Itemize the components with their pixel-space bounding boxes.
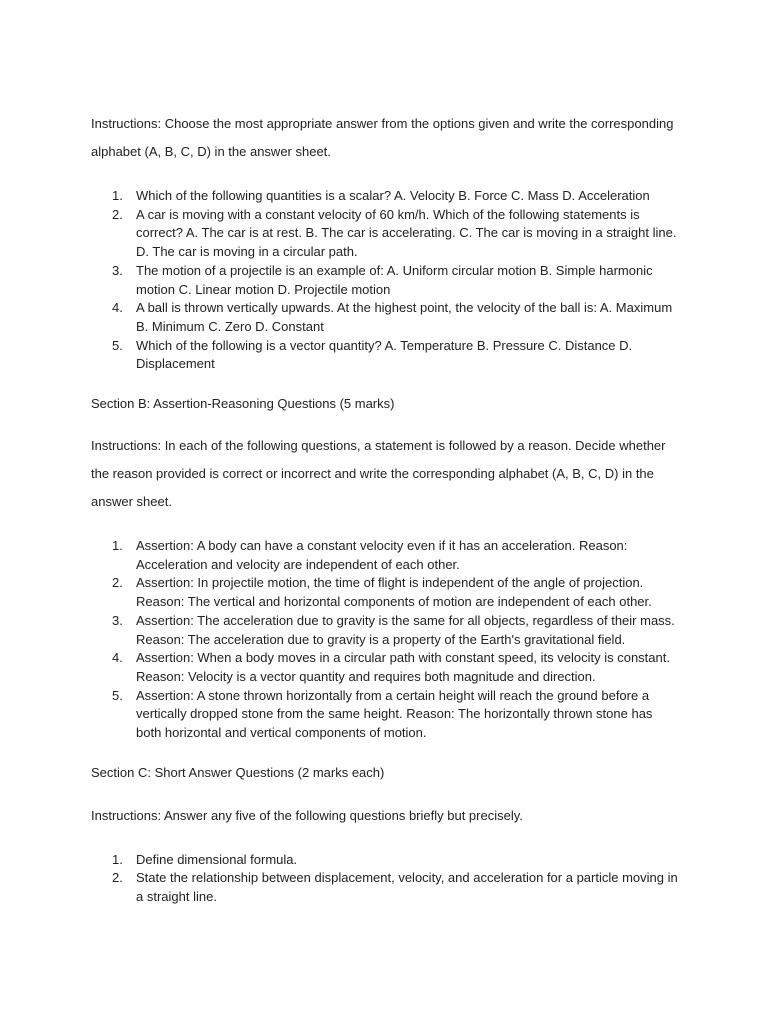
section-b-heading: Section B: Assertion-Reasoning Questions (5 marks) [91, 396, 395, 412]
list-item [112, 612, 681, 649]
list-item [112, 649, 681, 686]
question-text: A ball is thrown vertically upwards. At the highest point, the velocity of the ball is: A. Maximum B. Minimum C. Zero D. Constant [136, 300, 673, 334]
question-number: 2. [112, 206, 123, 222]
section-c-instructions: Instructions: Answer any five of the following questions briefly but precisely. [91, 807, 523, 823]
section-b-question-list [91, 537, 681, 743]
list-item [112, 337, 681, 374]
question-number: 3. [112, 262, 123, 278]
question-number: 5. [112, 687, 123, 703]
question-text: Which of the following is a vector quantity? A. Temperature B. Pressure C. Distance D. Displacement [136, 337, 633, 372]
section-b-instructions: Instructions: In each of the following questions, a statement is followed by a reason. Decide whether the reason provided is correct or incorrect and write the corresponding alphabet (A, B, C, D) in the answer sheet. [91, 438, 666, 510]
list-item [112, 206, 681, 262]
list-item [112, 851, 681, 870]
question-number: 1. [112, 538, 123, 554]
question-number: 3. [112, 612, 123, 628]
question-number: 2. [112, 870, 123, 886]
question-text: Assertion: The acceleration due to gravity is the same for all objects, regardless of their mass. Reason: The acceleration due to gravity is a property of the Earth's gravitational field. [136, 612, 675, 647]
list-item [112, 262, 681, 299]
document-page [91, 110, 681, 907]
question-text: Assertion: A body can have a constant velocity even if it has an acceleration. Reason: Acceleration and velocity are independent of each other. [136, 538, 628, 572]
question-number: 1. [112, 851, 123, 867]
question-text: Assertion: A stone thrown horizontally from a certain height will reach the ground before a vertically dropped stone from the same height. Reason: The horizontally thrown stone has both horizontal and vertical components of motion. [136, 687, 653, 741]
question-text: Assertion: When a body moves in a circular path with constant speed, its velocity is constant. Reason: Velocity is a vector quantity and requires both magnitude and direction. [136, 650, 670, 684]
question-text: State the relationship between displacement, velocity, and acceleration for a particle moving in a straight line. [136, 870, 678, 905]
question-number: 5. [112, 337, 123, 353]
question-number: 4. [112, 300, 123, 316]
question-number: 1. [112, 188, 123, 203]
section-a-instructions: Instructions: Choose the most appropriate answer from the options given and write the corresponding alphabet (A, B, C, D) in the answer sheet. [91, 116, 674, 159]
list-item [112, 537, 681, 574]
question-number: 2. [112, 575, 123, 591]
list-item [112, 687, 681, 743]
section-c-question-list [91, 851, 681, 907]
question-text: Assertion: In projectile motion, the time of flight is independent of the angle of projection. Reason: The vertical and horizontal components of motion are independent of each other. [136, 575, 652, 610]
question-text: A car is moving with a constant velocity of 60 km/h. Which of the following statements is correct? A. The car is at rest. B. The car is accelerating. C. The car is moving in a straight line. D. The car is moving in a circular path. [136, 206, 677, 260]
list-item [112, 187, 681, 206]
list-item [112, 299, 681, 336]
section-c-heading: Section C: Short Answer Questions (2 marks each) [91, 764, 385, 780]
list-item [112, 869, 681, 906]
section-a-question-list [91, 187, 681, 374]
question-text: The motion of a projectile is an example of: A. Uniform circular motion B. Simple harmonic motion C. Linear motion D. Projectile motion [136, 262, 653, 297]
question-text: Define dimensional formula. [136, 851, 298, 867]
list-item [112, 574, 681, 611]
question-number: 4. [112, 650, 123, 666]
question-text: Which of the following quantities is a scalar? A. Velocity B. Force C. Mass D. Acceleration [136, 188, 650, 203]
